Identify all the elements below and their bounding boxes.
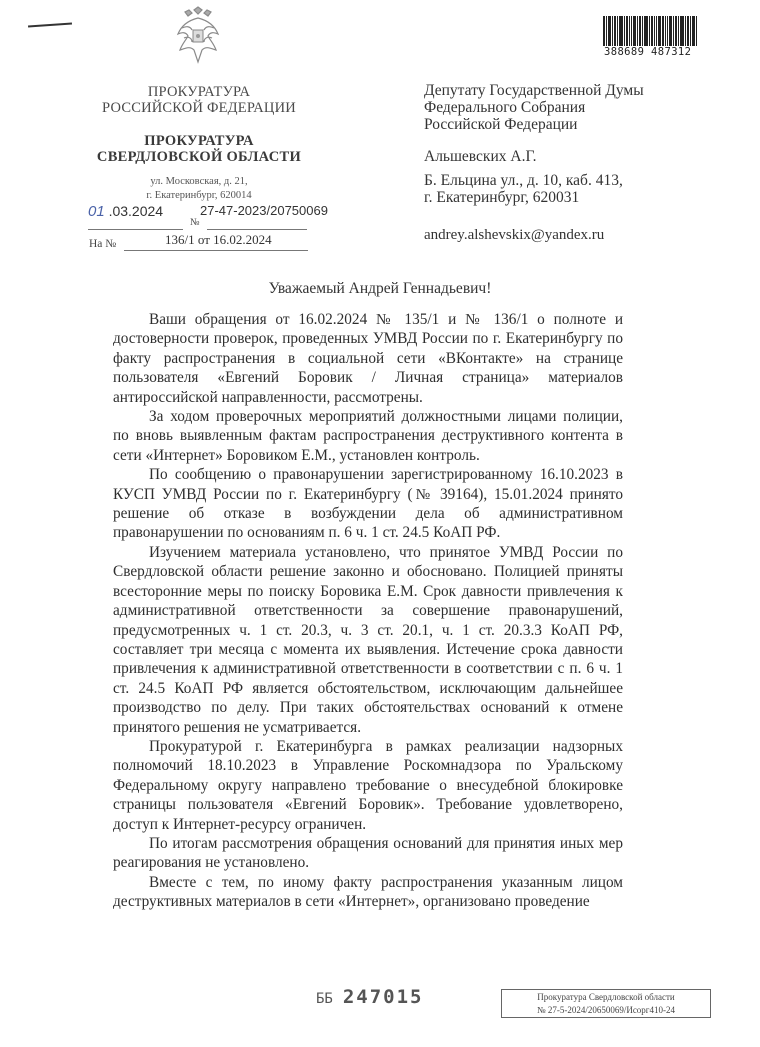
pen-mark xyxy=(28,22,72,27)
paragraph: За ходом проверочных мероприятий должностными лицами полиции, по вновь выявленным фактам распространения деструктивного контента в сети «Интернет» Боровиком Е.М., установлен контроль. xyxy=(113,408,623,464)
suborg-line-1: ПРОКУРАТУРА xyxy=(144,133,254,149)
org-line-1: ПРОКУРАТУРА xyxy=(147,84,251,100)
recipient-title xyxy=(424,82,644,133)
registration-number: 27-47-2023/20750069 xyxy=(200,203,328,218)
in-reply-underline xyxy=(124,250,308,251)
recipient-address-line-2: г. Екатеринбург, 620031 xyxy=(424,189,580,206)
barcode-icon xyxy=(603,16,719,46)
recipient-address-line-1: Б. Ельцина ул., д. 10, каб. 413, xyxy=(424,172,623,189)
org-name xyxy=(80,84,318,116)
number-sign: № xyxy=(190,217,200,228)
paragraph: Вместе с тем, по иному факту распространения указанным лицом деструктивных материалов в сети «Интернет», организовано проведение xyxy=(113,873,623,911)
in-reply-value: 136/1 от 16.02.2024 xyxy=(165,232,272,247)
in-reply-label: На № xyxy=(89,238,117,250)
paragraph: По сообщению о правонарушении зарегистрированному 16.10.2023 в КУСП УМВД России по г. Екатеринбургу (№ 39164), 15.01.2024 принято решение об отказе в возбуждении дела об административном правонарушении по основаниям п. 6 ч. 1 ст. 24.5 КоАП РФ. xyxy=(113,466,623,542)
outgoing-date xyxy=(88,203,163,220)
recipient-title-line-1: Депутату Государственной Думы xyxy=(424,82,644,99)
stamp-line-2: № 27-5-2024/20650069/Исорг410-24 xyxy=(536,1005,675,1015)
number-underline xyxy=(207,229,307,230)
registration-stamp xyxy=(501,989,711,1018)
date-underline xyxy=(88,229,183,230)
sender-address-line-2: г. Екатеринбург, 620014 xyxy=(146,190,252,201)
handwritten-day: 01 xyxy=(88,203,105,220)
paragraph: Ваши обращения от 16.02.2024 № 135/1 и № 136/1 о полноте и достоверности проверок, проведенных УМВД России по г. Екатеринбургу по факту распространения в социальной сети «ВКонтакте» на странице пользователя «Евгений Боровик / Личная страница» материалов антироссийской направленности, рассмотрены. xyxy=(113,311,623,406)
series-number: 247015 xyxy=(342,986,424,1008)
recipient-address xyxy=(424,172,623,206)
sender-address-line-1: ул. Московская, д. 21, xyxy=(150,176,248,187)
sender-address xyxy=(80,175,318,203)
russian-coat-of-arms-icon xyxy=(168,6,228,66)
recipient-title-line-2: Федерального Собрания xyxy=(424,99,586,116)
form-series xyxy=(316,986,424,1008)
recipient-email: andrey.alshevskix@yandex.ru xyxy=(424,227,605,243)
recipient-title-line-3: Российской Федерации xyxy=(424,116,578,133)
org-line-2: РОССИЙСКОЙ ФЕДЕРАЦИИ xyxy=(102,100,296,116)
paragraph: По итогам рассмотрения обращения оснований для принятия иных мер реагирования не установлено. xyxy=(113,834,623,872)
suborg-name xyxy=(80,133,318,165)
letter-body xyxy=(113,310,623,912)
paragraph: Прокуратурой г. Екатеринбурга в рамках реализации надзорных полномочий 18.10.2023 в Управление Роскомнадзора по Уральскому Федеральному округу направлено требование о внесудебной блокировке страницы пользователя «Евгений Боровик». Требование удовлетворено, доступ к Интернет-ресурсу ограничен. xyxy=(113,737,623,833)
barcode-number: 388689 487312 xyxy=(604,46,692,58)
recipient-name: Альшевских А.Г. xyxy=(424,148,537,165)
stamp-line-1: Прокуратура Свердловской области xyxy=(537,992,675,1002)
date-month-year: .03.2024 xyxy=(108,203,164,219)
greeting: Уважаемый Андрей Геннадьевич! xyxy=(268,280,492,297)
series-prefix: ББ xyxy=(316,991,333,1007)
paragraph: Изучением материала установлено, что принятое УМВД России по Свердловской области решение законно и обосновано. Полицией приняты всесторонние меры по поиску Боровика Е.М. Срок давности привлечения к административной ответственности за совершение правонарушений, предусмотренных ч. 1 ст. 20.3, ч. 3 ст. 20.1, ч. 1 ст. 20.3.3 КоАП РФ, составляет три месяца с момента их выявления. Истечение срока давности привлечения к административной ответственности в соответствии с п. 6 ч. 1 ст. 24.5 КоАП РФ является обстоятельством, исключающим дальнейшее производство по делу. При таких обстоятельствах оснований к отмене принятого решения не усматривается. xyxy=(113,543,623,736)
suborg-line-2: СВЕРДЛОВСКОЙ ОБЛАСТИ xyxy=(96,149,302,165)
